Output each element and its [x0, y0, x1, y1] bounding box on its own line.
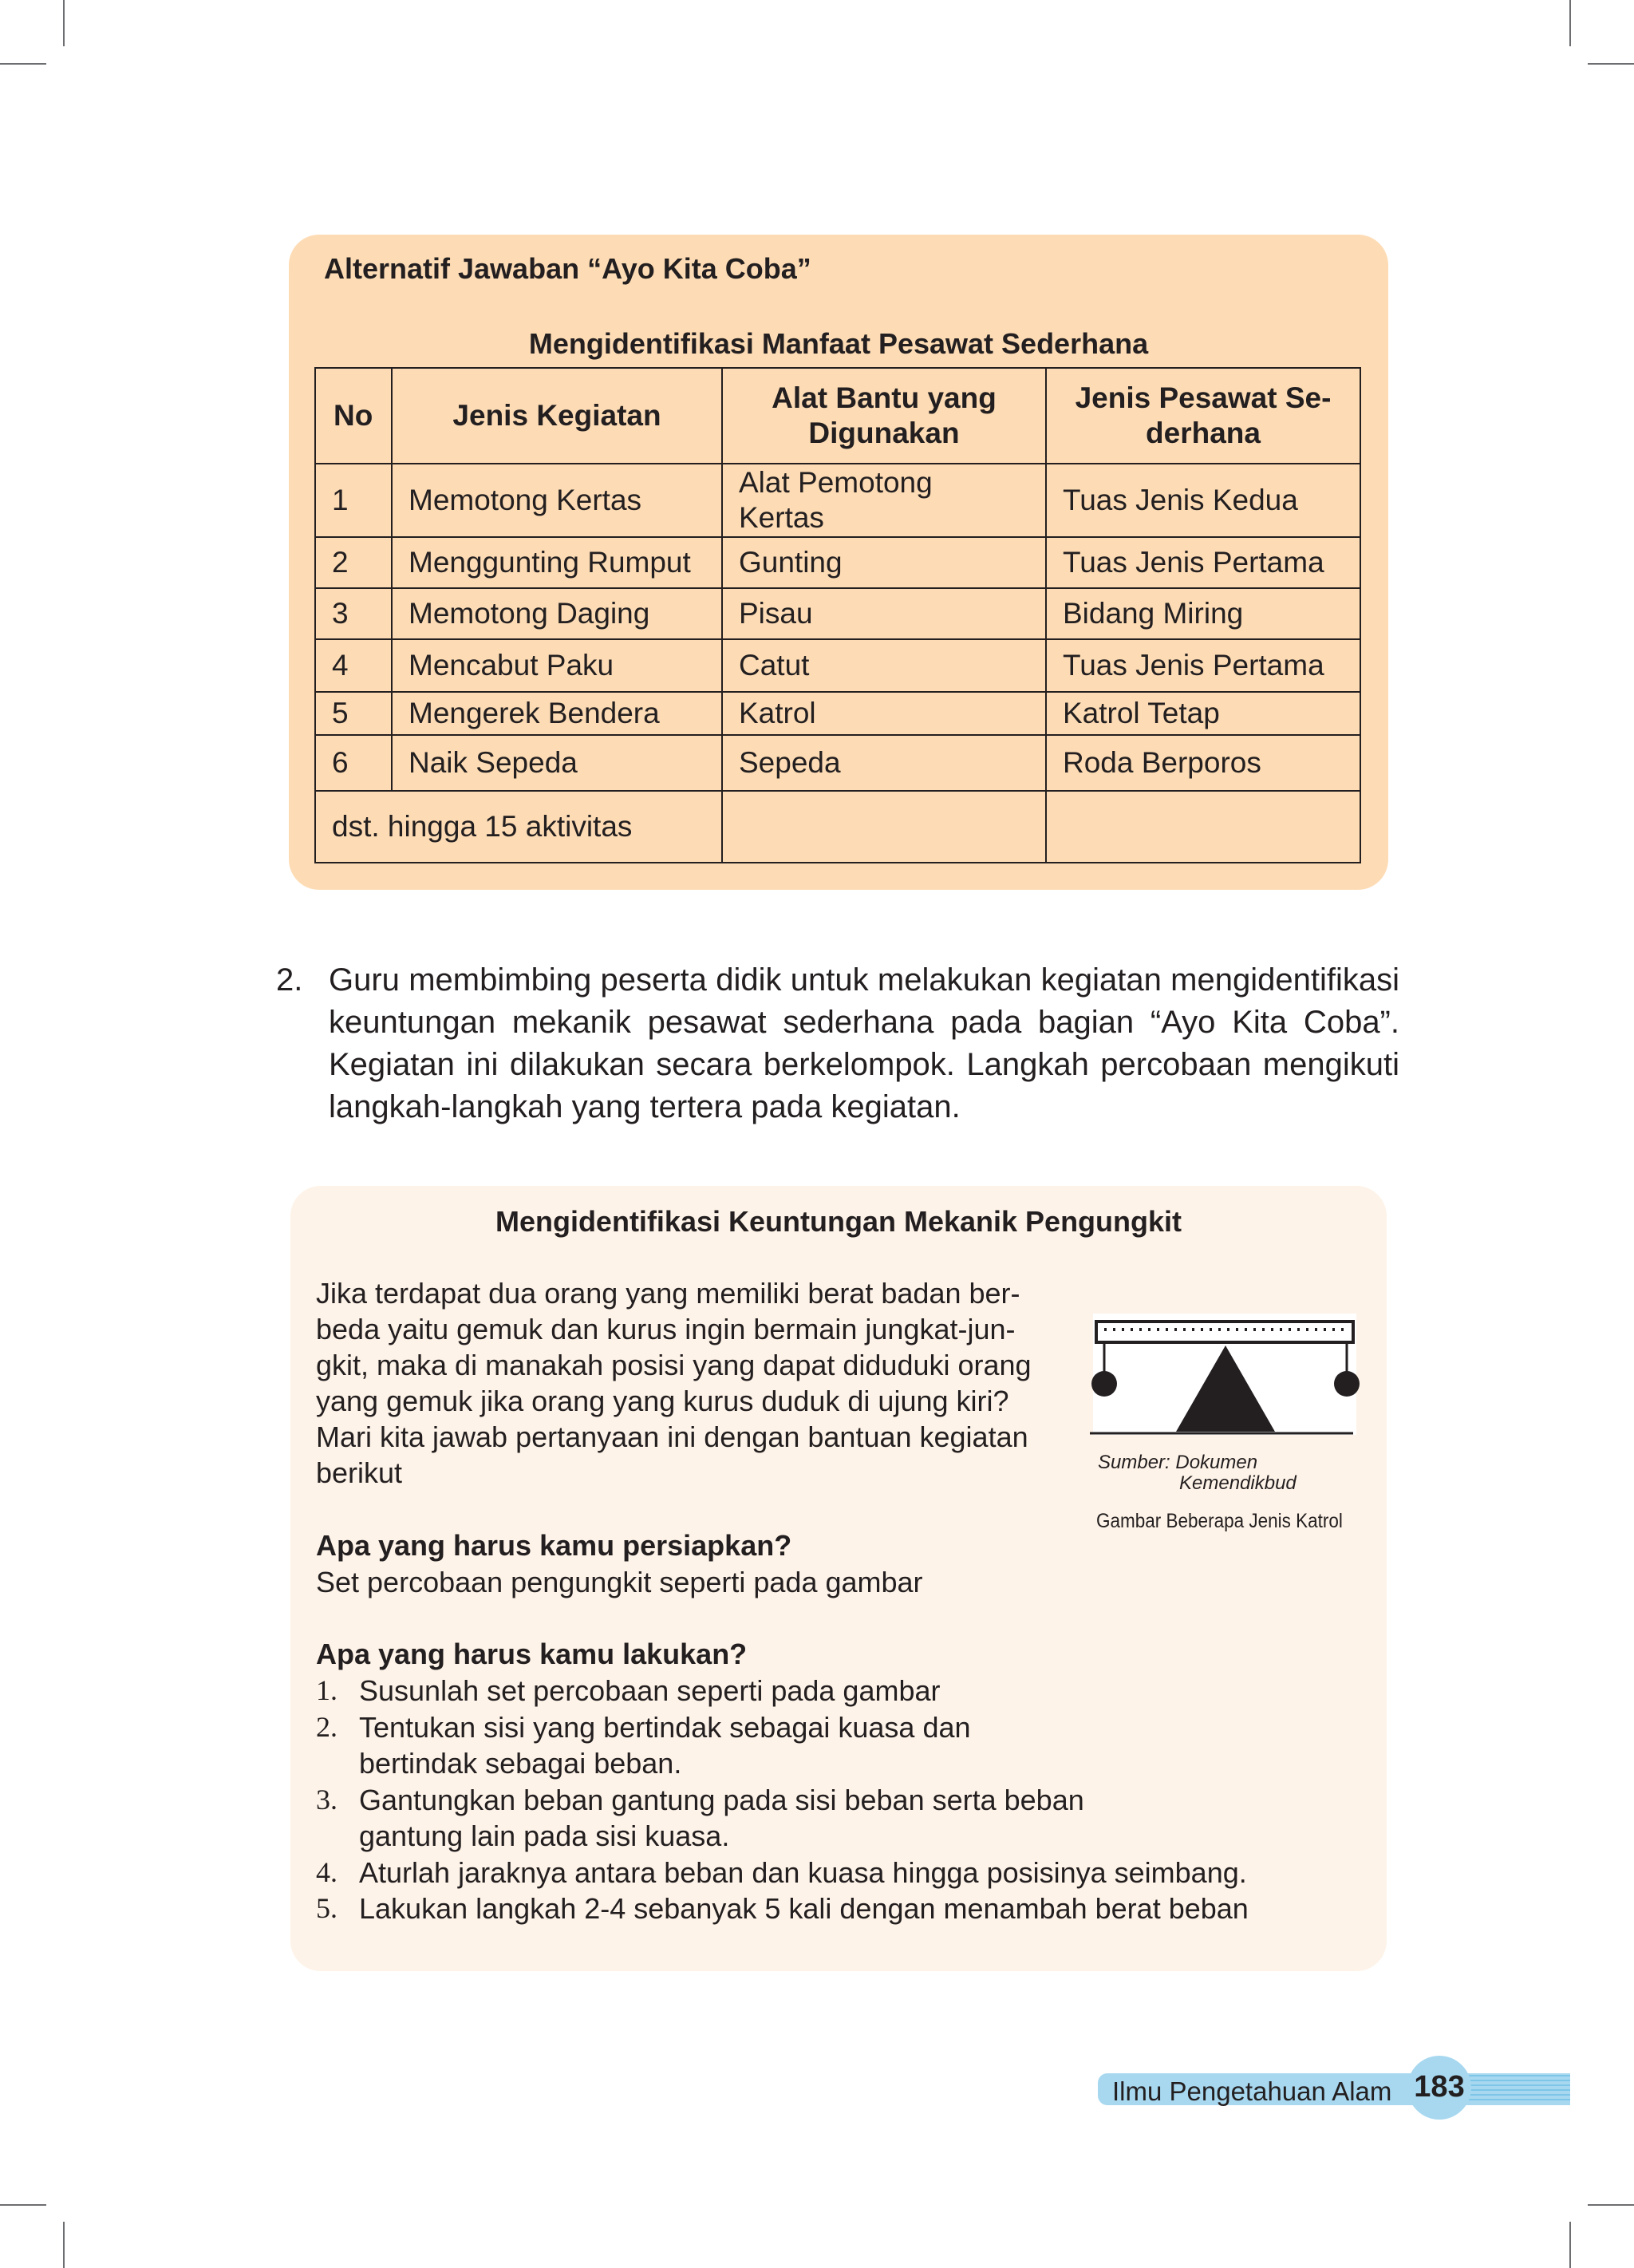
figure-source-line2: Kemendikbud [1179, 1472, 1297, 1494]
step-line: bertindak sebagai beban. [359, 1747, 682, 1780]
table-row [315, 692, 1360, 735]
list-item [316, 1891, 1369, 1927]
prepare-heading: Apa yang harus kamu persiapkan? [316, 1529, 792, 1562]
activity-box [290, 1186, 1387, 1971]
step-line: Gantungkan beban gantung pada sisi beban serta beban [359, 1783, 1084, 1816]
page-number: 183 [1414, 2070, 1465, 2104]
cell-no: 3 [315, 588, 392, 639]
cell-pesawat: Tuas Jenis Kedua [1046, 464, 1360, 537]
cell-alat [722, 464, 1046, 537]
step-number: 5. [316, 1892, 337, 1924]
cell-kegiatan: Memotong Kertas [392, 464, 722, 537]
answer-box-title: Alternatif Jawaban “Ayo Kita Coba” [324, 252, 811, 285]
step-number: 1. [316, 1674, 337, 1706]
cell-kegiatan: Menggunting Rumput [392, 537, 722, 588]
cell-alat-line1: Alat Pemotong [739, 466, 933, 499]
table-row [315, 537, 1360, 588]
list-item [316, 1782, 1369, 1855]
answer-box [289, 235, 1388, 890]
cell-kegiatan: Memotong Daging [392, 588, 722, 639]
header-no: No [315, 368, 392, 464]
crop-mark [0, 63, 46, 65]
header-alat-line2: Digunakan [808, 417, 960, 449]
intro-line: Jika terdapat dua orang yang memiliki berat badan ber- [316, 1277, 1020, 1310]
lever-beam [1096, 1322, 1353, 1342]
step-number: 3. [316, 1783, 337, 1816]
cell-alat: Gunting [722, 537, 1046, 588]
cell-alat: Katrol [722, 692, 1046, 735]
do-heading: Apa yang harus kamu lakukan? [316, 1638, 748, 1670]
cell-no: 6 [315, 735, 392, 791]
crop-mark [63, 2222, 65, 2268]
list-item [316, 1673, 1369, 1709]
table-row [315, 588, 1360, 639]
header-pesawat-line1: Jenis Pesawat Se- [1075, 381, 1332, 414]
lever-illustration [1090, 1314, 1361, 1441]
intro-line: beda yaitu gemuk dan kurus ingin bermain jungkat-jun- [316, 1313, 1016, 1345]
crop-mark [63, 0, 65, 46]
intro-line: berikut [316, 1456, 403, 1489]
table-header-row [315, 368, 1360, 464]
header-alat [722, 368, 1046, 464]
figure-caption: Gambar Beberapa Jenis Katrol [1096, 1510, 1343, 1532]
header-pesawat-line2: derhana [1146, 417, 1261, 449]
left-weight [1091, 1371, 1117, 1397]
cell-kegiatan: Mengerek Bendera [392, 692, 722, 735]
header-kegiatan: Jenis Kegiatan [392, 368, 722, 464]
cell-no: 2 [315, 537, 392, 588]
cell-alat: Pisau [722, 588, 1046, 639]
step-line: Susunlah set percobaan seperti pada gambar [359, 1674, 941, 1707]
right-weight [1334, 1371, 1360, 1397]
cell-no: 1 [315, 464, 392, 537]
header-pesawat [1046, 368, 1360, 464]
cell-kegiatan: Mencabut Paku [392, 639, 722, 692]
step-line: gantung lain pada sisi kuasa. [359, 1820, 730, 1852]
cell-footer-note: dst. hingga 15 aktivitas [315, 791, 722, 863]
cell-alat: Catut [722, 639, 1046, 692]
intro-line: gkit, maka di manakah posisi yang dapat diduduki orang [316, 1349, 1032, 1381]
table-footer-row [315, 791, 1360, 863]
crop-mark [0, 2204, 46, 2206]
list-item [316, 1709, 1369, 1782]
figure-source [1098, 1452, 1353, 1494]
cell-empty [1046, 791, 1360, 863]
cell-pesawat: Tuas Jenis Pertama [1046, 639, 1360, 692]
cell-pesawat: Roda Berporos [1046, 735, 1360, 791]
step-line: Aturlah jaraknya antara beban dan kuasa hingga posisinya seimbang. [359, 1855, 1247, 1889]
footer-subject: Ilmu Pengetahuan Alam [1112, 2076, 1392, 2106]
activity-intro [316, 1275, 1074, 1491]
table-caption: Mengidentifikasi Manfaat Pesawat Sederhana [528, 327, 1149, 360]
crop-mark [1588, 63, 1634, 65]
table-row [315, 639, 1360, 692]
intro-line: yang gemuk jika orang yang kurus duduk di ujung kiri? [316, 1385, 1009, 1417]
item-text: Guru membimbing peserta didik untuk melakukan kegiatan mengidentifikasi keuntungan mekanik pesawat sederhana pada bagian “Ayo Kita Coba”. Kegiatan ini dilakukan secara berkelompok. Langkah percobaan mengikuti langkah-langkah yang tertera pada kegiatan. [329, 962, 1399, 1124]
intro-line: Mari kita jawab pertanyaan ini dengan bantuan kegiatan [316, 1420, 1028, 1453]
cell-no: 4 [315, 639, 392, 692]
simple-machine-table [314, 367, 1361, 863]
list-item [316, 1855, 1369, 1891]
table-row [315, 735, 1360, 791]
crop-mark [1569, 2222, 1571, 2268]
cell-kegiatan: Naik Sepeda [392, 735, 722, 791]
crop-mark [1588, 2204, 1634, 2206]
activity-title: Mengidentifikasi Keuntungan Mekanik Pengungkit [495, 1205, 1182, 1238]
table-row [315, 464, 1360, 537]
figure-source-line1: Sumber: Dokumen [1098, 1452, 1258, 1473]
steps-list [316, 1673, 1369, 1927]
cell-alat: Sepeda [722, 735, 1046, 791]
cell-alat-line2: Kertas [739, 501, 824, 534]
step-line: Lakukan langkah 2-4 sebanyak 5 kali dengan menambah berat beban [359, 1892, 1249, 1925]
cell-pesawat: Tuas Jenis Pertama [1046, 537, 1360, 588]
cell-no: 5 [315, 692, 392, 735]
header-alat-line1: Alat Bantu yang [772, 381, 997, 414]
item-number: 2. [276, 962, 303, 998]
cell-pesawat: Katrol Tetap [1046, 692, 1360, 735]
prepare-text: Set percobaan pengungkit seperti pada gambar [316, 1566, 923, 1598]
cell-empty [722, 791, 1046, 863]
step-number: 2. [316, 1710, 337, 1743]
step-line: Tentukan sisi yang bertindak sebagai kuasa dan [359, 1710, 971, 1744]
cell-pesawat: Bidang Miring [1046, 588, 1360, 639]
crop-mark [1569, 0, 1571, 46]
step-number: 4. [316, 1855, 337, 1888]
